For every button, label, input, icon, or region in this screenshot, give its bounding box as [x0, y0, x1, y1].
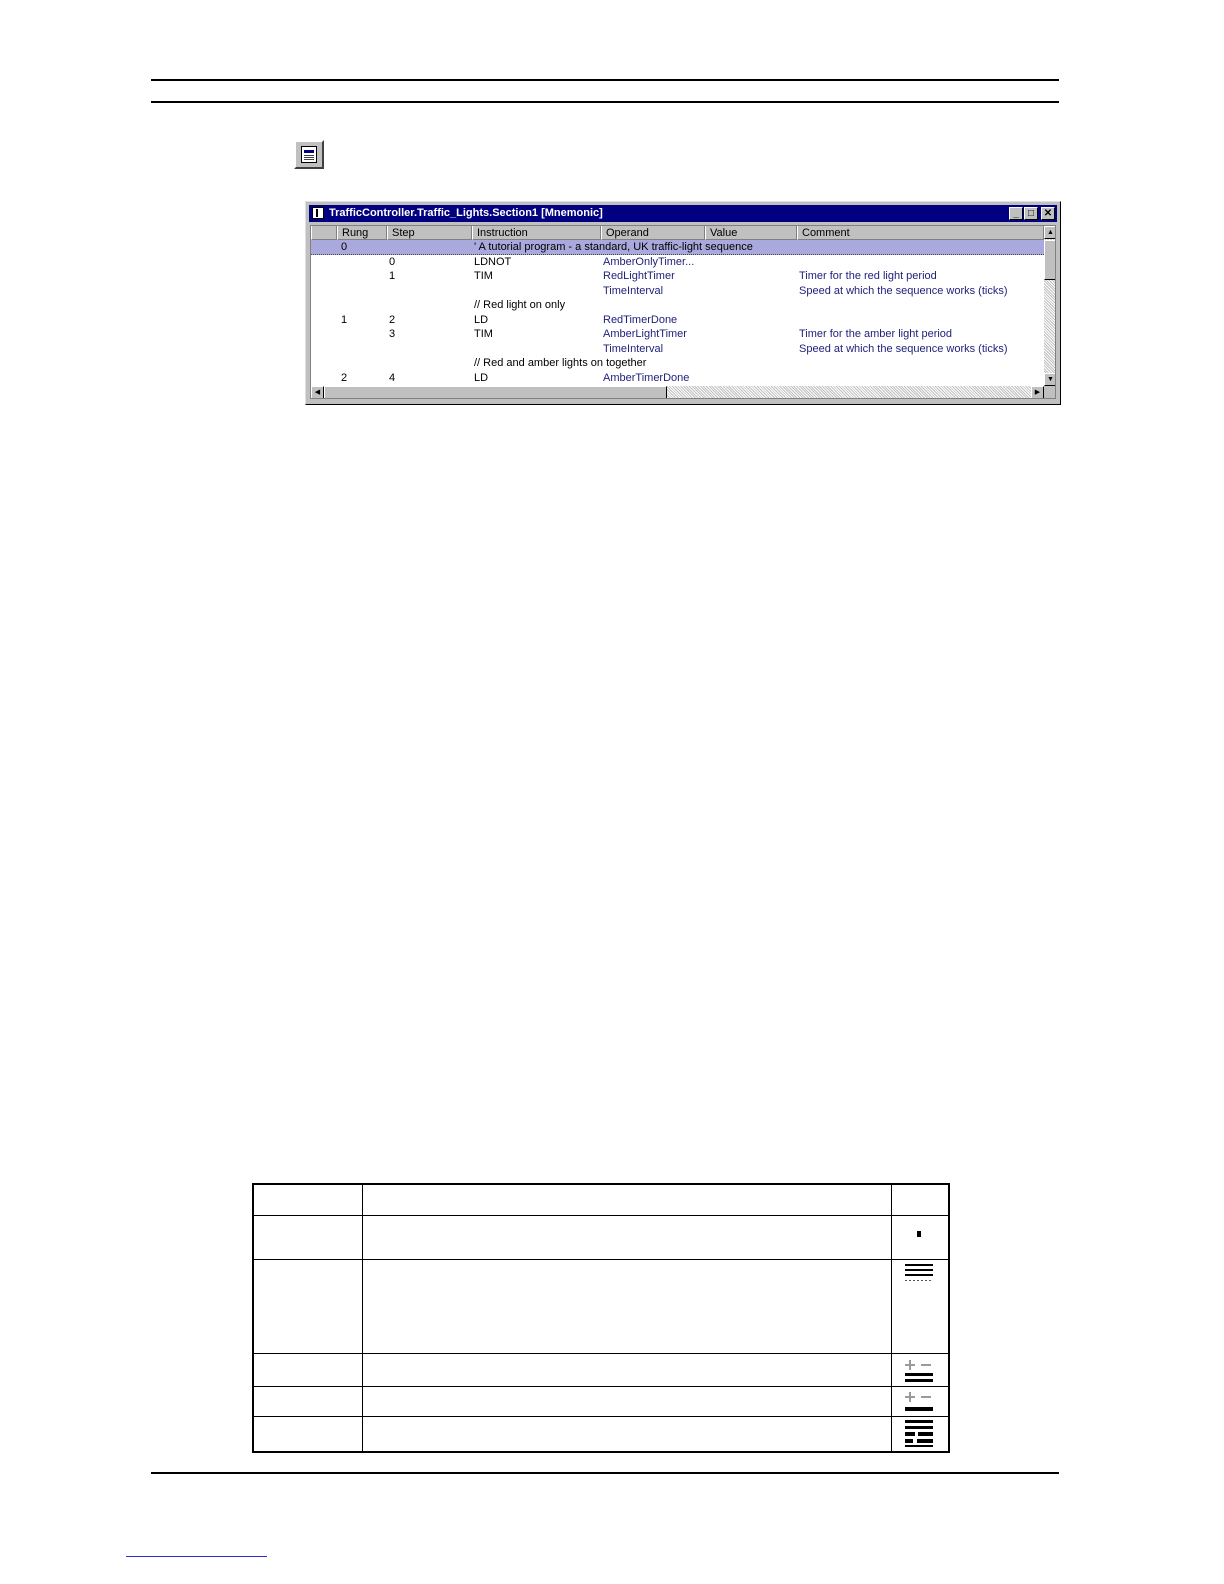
scroll-up-button[interactable]: ▲ — [1044, 226, 1056, 239]
scroll-down-button[interactable]: ▼ — [1044, 373, 1056, 386]
table-row-divider-4 — [254, 1386, 948, 1387]
operand-cell: AmberOnlyTimer... — [603, 255, 695, 268]
header-comment[interactable]: Comment — [797, 226, 1044, 240]
horizontal-scroll-thumb[interactable] — [324, 386, 667, 399]
lines-dashed-icon — [905, 1264, 935, 1284]
table-row[interactable] — [311, 240, 1044, 255]
minimize-button[interactable]: _ — [1009, 207, 1023, 220]
step-cell: 2 — [389, 313, 396, 326]
table-row-divider-5 — [254, 1416, 948, 1417]
header-value[interactable]: Value — [705, 226, 797, 240]
table-col-divider-2 — [891, 1185, 892, 1451]
horizontal-scrollbar[interactable] — [311, 386, 1044, 399]
rung-cell: 1 — [341, 313, 348, 326]
header-rule-bottom — [151, 101, 1059, 103]
comment-cell: Timer for the amber light period — [799, 328, 953, 340]
table-row-divider-1 — [254, 1215, 948, 1216]
plus-minus-single-bar-icon — [905, 1392, 935, 1414]
operand-cell: TimeInterval — [603, 284, 664, 297]
step-cell: 1 — [389, 270, 396, 282]
header-operand[interactable]: Operand — [601, 226, 705, 240]
comment-cell: Timer for the red light period — [799, 270, 937, 282]
vertical-scroll-thumb[interactable] — [1044, 240, 1056, 280]
column-header — [311, 226, 1044, 240]
scroll-right-button[interactable]: ▶ — [1031, 386, 1044, 399]
vertical-scrollbar[interactable] — [1044, 226, 1056, 386]
header-instruction[interactable]: Instruction — [472, 226, 601, 240]
instruction-cell: // Red and amber lights on together — [474, 357, 647, 369]
mnemonic-grid — [310, 225, 1056, 399]
instruction-cell: TIM — [474, 328, 493, 340]
table-row[interactable] — [311, 284, 1044, 299]
icon-table — [252, 1183, 950, 1453]
close-button[interactable]: ✕ — [1041, 207, 1055, 220]
operand-cell: AmberTimerDone — [603, 371, 690, 384]
table-row[interactable] — [311, 371, 1044, 386]
mnemonic-view-icon[interactable] — [294, 140, 324, 169]
table-col-divider-1 — [362, 1185, 363, 1451]
size-grip[interactable] — [1044, 386, 1056, 399]
instruction-cell: ' A tutorial program - a standard, UK traffic-light sequence — [474, 241, 753, 253]
table-row[interactable] — [311, 269, 1044, 284]
mnemonic-window — [305, 201, 1061, 405]
instruction-cell: LD — [474, 371, 489, 384]
table-row[interactable] — [311, 356, 1044, 371]
step-cell: 3 — [389, 328, 396, 340]
footer-link-underline[interactable] — [126, 1556, 267, 1557]
table-row[interactable] — [311, 327, 1044, 342]
footer-rule — [151, 1472, 1059, 1474]
instruction-cell: LD — [474, 313, 489, 326]
table-row[interactable] — [311, 255, 1044, 270]
step-cell: 4 — [389, 371, 396, 384]
step-cell: 0 — [389, 255, 396, 268]
scroll-left-button[interactable]: ◀ — [311, 386, 324, 399]
header-rung[interactable]: Rung — [337, 226, 387, 240]
header-step[interactable]: Step — [387, 226, 472, 240]
comment-cell: Speed at which the sequence works (ticks) — [799, 284, 1008, 297]
rung-cell: 2 — [341, 371, 348, 384]
table-row[interactable] — [311, 313, 1044, 328]
instruction-cell: TIM — [474, 270, 493, 282]
operand-cell: RedTimerDone — [603, 313, 678, 326]
table-row-divider-3 — [254, 1353, 948, 1354]
window-title: TrafficController.Traffic_Lights.Section1 [Mnemonic] — [329, 207, 603, 219]
header-blank — [311, 226, 337, 240]
table-row[interactable] — [311, 298, 1044, 313]
maximize-button[interactable]: □ — [1024, 207, 1038, 220]
operand-cell: AmberLightTimer — [603, 328, 687, 340]
dot-icon — [917, 1231, 921, 1237]
plus-minus-double-bar-icon — [905, 1360, 935, 1384]
window-app-icon[interactable] — [312, 207, 324, 219]
document-glyph — [301, 146, 317, 163]
grid-block-icon — [905, 1420, 935, 1448]
rows-container — [311, 240, 1044, 384]
operand-cell: RedLightTimer — [603, 270, 675, 282]
comment-cell: Speed at which the sequence works (ticks) — [799, 342, 1008, 355]
instruction-cell: LDNOT — [474, 255, 512, 268]
header-rule-top — [151, 79, 1059, 81]
table-row-divider-2 — [254, 1259, 948, 1260]
operand-cell: TimeInterval — [603, 342, 664, 355]
rung-cell: 0 — [341, 241, 348, 253]
instruction-cell: // Red light on only — [474, 299, 566, 311]
window-title-bar[interactable] — [309, 205, 1057, 222]
table-row[interactable] — [311, 342, 1044, 357]
